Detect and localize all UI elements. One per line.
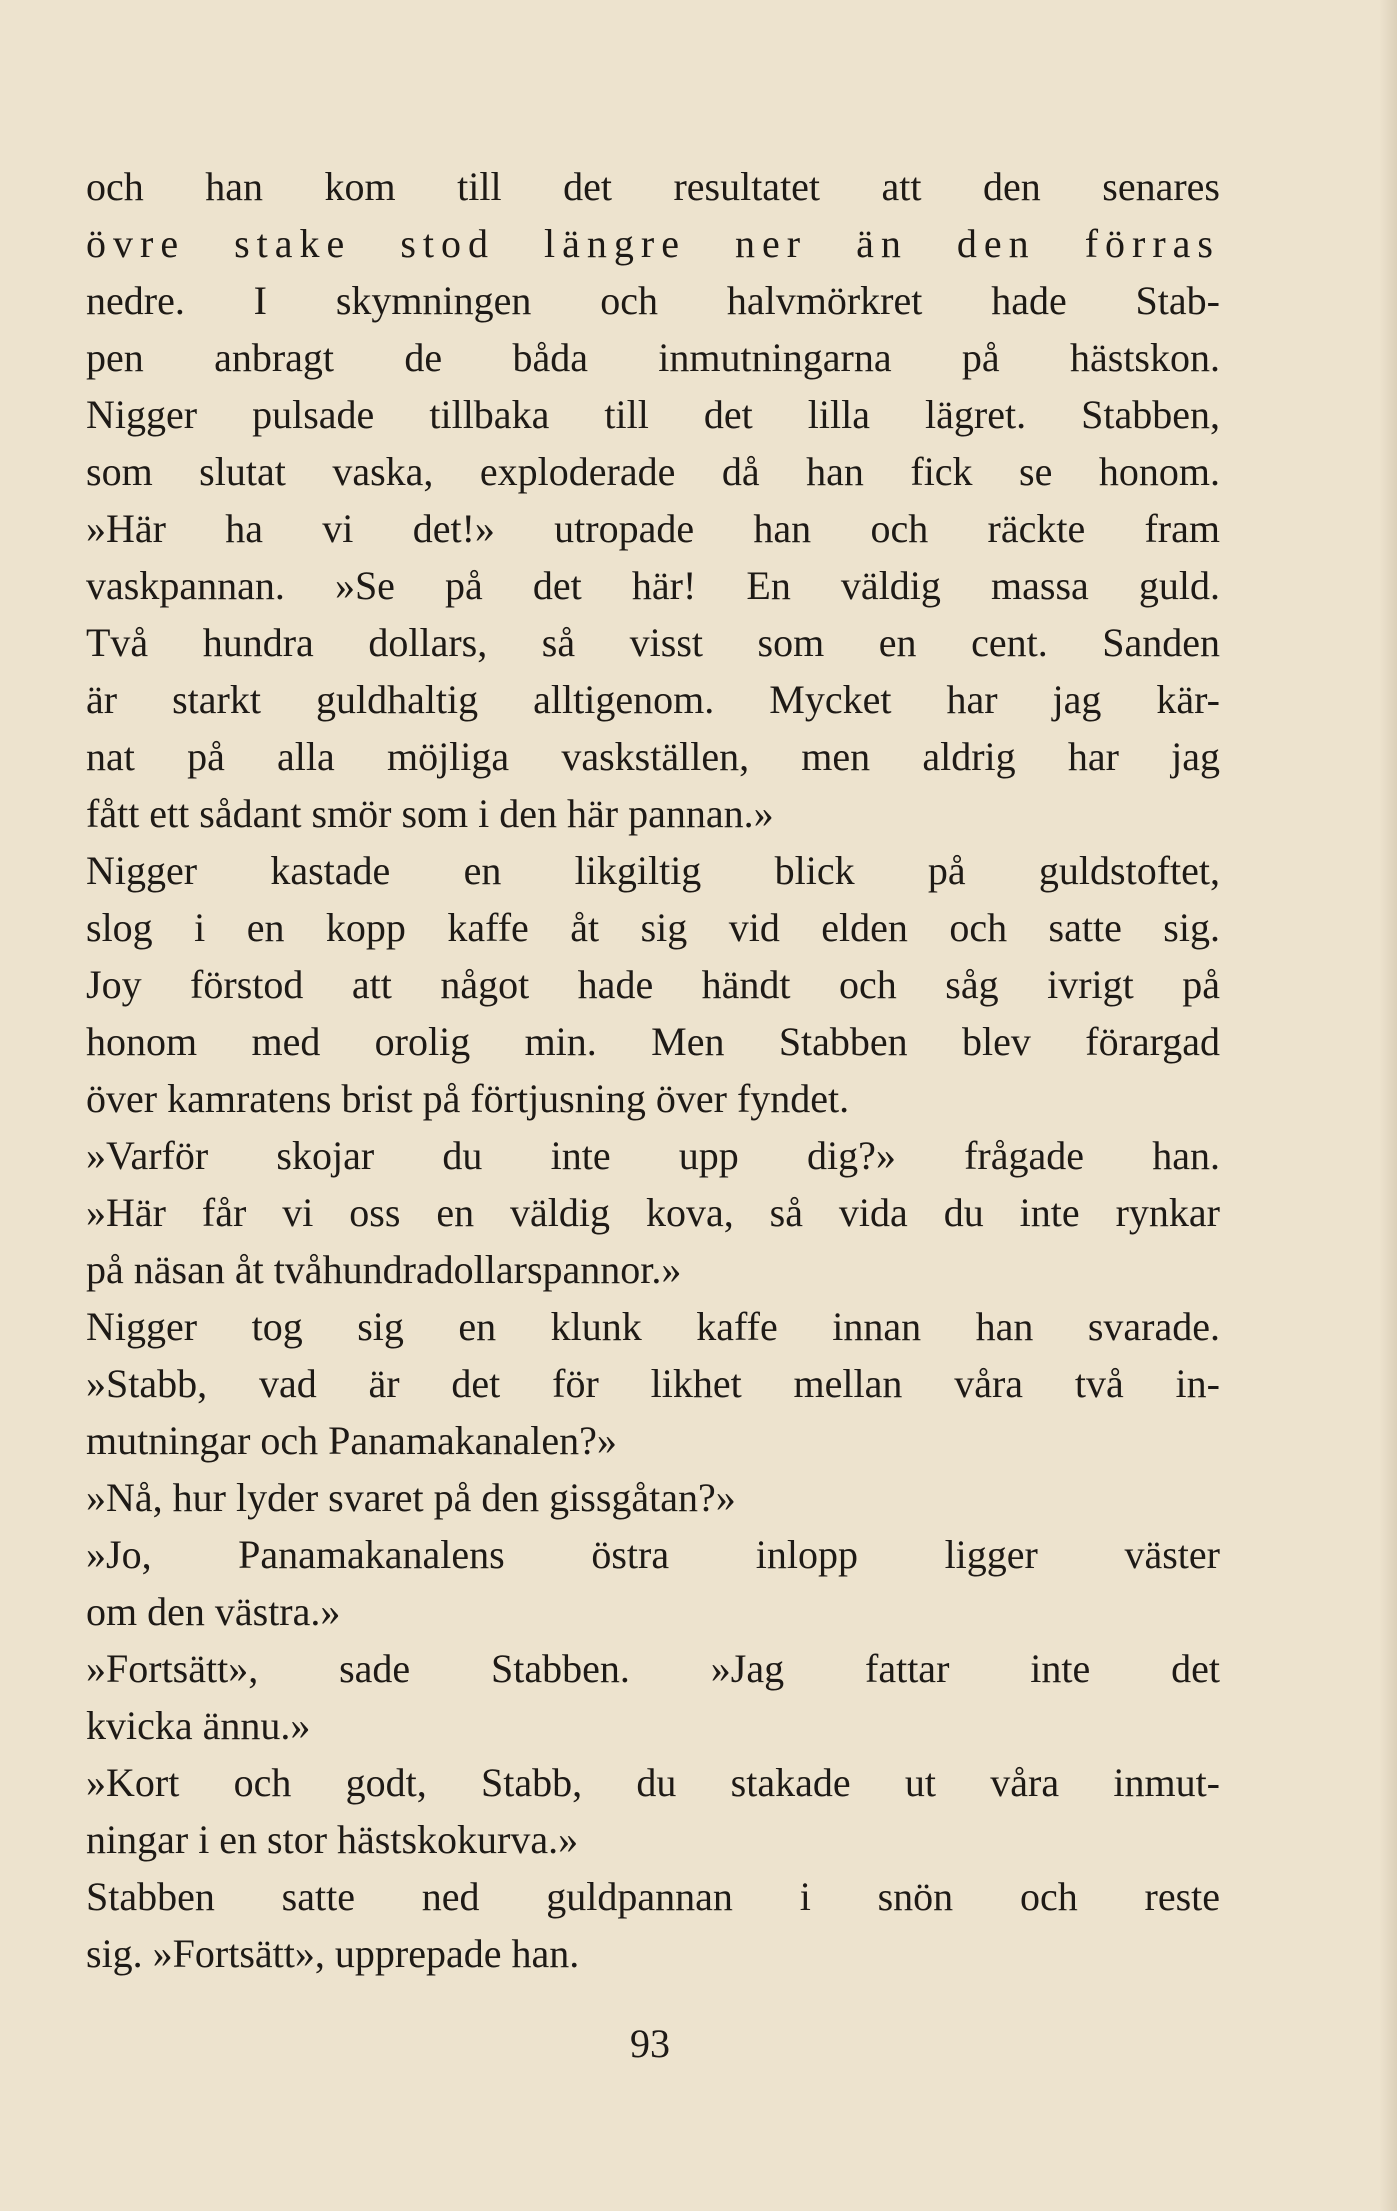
text-line: fått ett sådant smör som i den här pannan.» [86,791,774,836]
text-line: som slutat vaska, exploderade då han fick se honom. [86,449,1220,494]
text-line: »Kort och godt, Stabb, du stakade ut våra inmut- [86,1760,1220,1805]
text-line: på näsan åt tvåhundradollarspannor.» [86,1247,682,1292]
text-line: slog i en kopp kaffe åt sig vid elden och satte sig. [86,905,1220,950]
text-line: övre stake stod längre ner än den förras [86,221,1220,266]
text-line: är starkt guldhaltig alltigenom. Mycket har jag kär- [86,677,1220,722]
text-line: om den västra.» [86,1589,341,1634]
text-line: Joy förstod att något hade händt och såg ivrigt på [86,962,1220,1007]
text-line: »Nå, hur lyder svaret på den gissgåtan?» [86,1475,736,1520]
body-text [86,158,1220,1982]
text-line: kvicka ännu.» [86,1703,311,1748]
text-line: och han kom till det resultatet att den senares [86,164,1220,209]
text-line: sig. »Fortsätt», upprepade han. [86,1931,580,1976]
text-line: ningar i en stor hästskokurva.» [86,1817,579,1862]
text-line: Nigger pulsade tillbaka till det lilla lägret. Stabben, [86,392,1220,437]
text-line: Stabben satte ned guldpannan i snön och reste [86,1874,1220,1919]
text-line: pen anbragt de båda inmutningarna på hästskon. [86,335,1220,380]
text-line: nedre. I skymningen och halvmörkret hade Stab- [86,278,1220,323]
text-line: »Jo, Panamakanalens östra inlopp ligger väster [86,1532,1220,1577]
text-line: Nigger tog sig en klunk kaffe innan han svarade. [86,1304,1220,1349]
text-line: över kamratens brist på förtjusning över fyndet. [86,1076,850,1121]
text-line: »Här ha vi det!» utropade han och räckte fram [86,506,1220,551]
text-line: Nigger kastade en likgiltig blick på guldstoftet, [86,848,1220,893]
page-number: 93 [630,2021,670,2066]
page-edge-shadow [1379,0,1397,2211]
text-line: »Stabb, vad är det för likhet mellan våra två in- [86,1361,1220,1406]
text-line: vaskpannan. »Se på det här! En väldig massa guld. [86,563,1220,608]
text-line: »Här får vi oss en väldig kova, så vida du inte rynkar [86,1190,1220,1235]
text-line: »Fortsätt», sade Stabben. »Jag fattar inte det [86,1646,1220,1691]
text-line: mutningar och Panamakanalen?» [86,1418,617,1463]
text-line: Två hundra dollars, så visst som en cent. Sanden [86,620,1220,665]
text-line: nat på alla möjliga vaskställen, men aldrig har jag [86,734,1220,779]
text-line: honom med orolig min. Men Stabben blev förargad [86,1019,1220,1064]
text-line: »Varför skojar du inte upp dig?» frågade han. [86,1133,1220,1178]
